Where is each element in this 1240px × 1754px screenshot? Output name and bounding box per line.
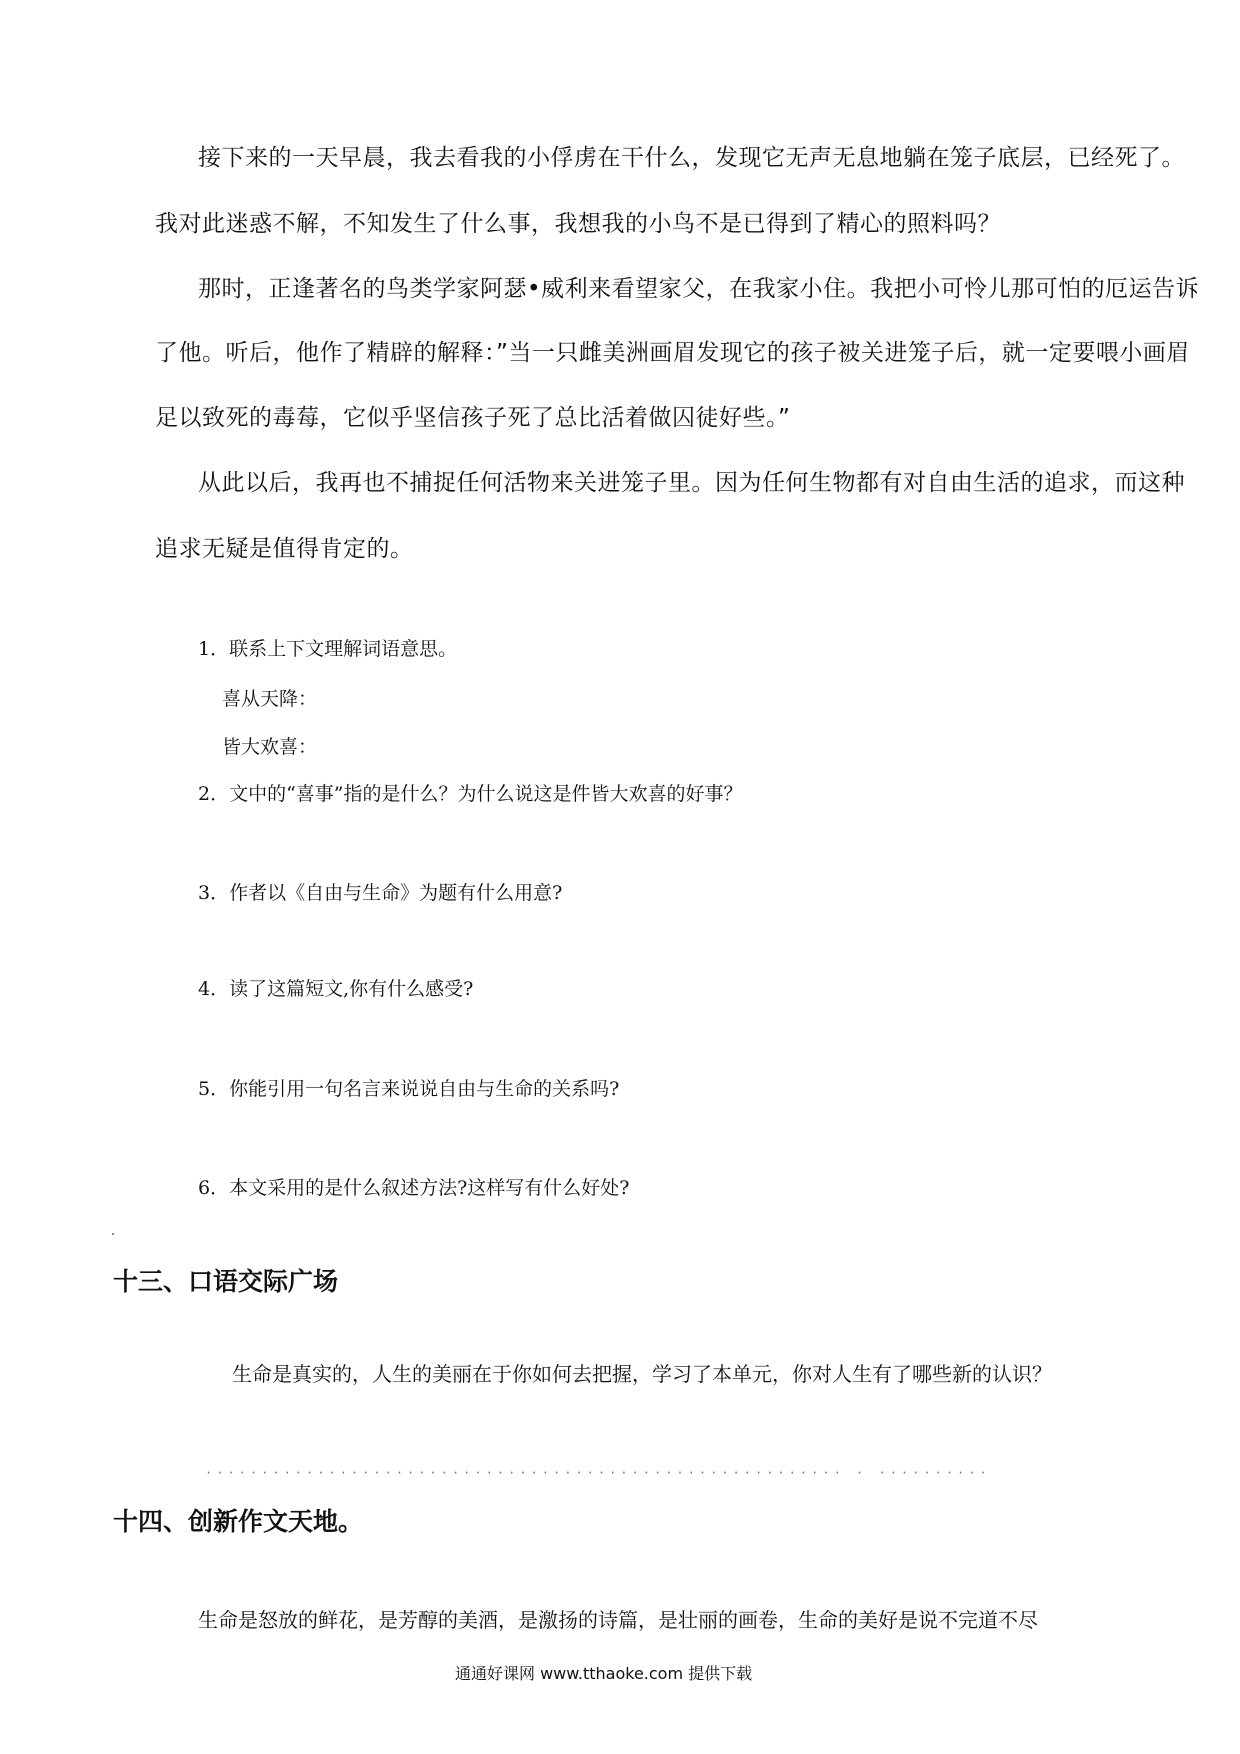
- question-5: 5．你能引用一句名言来说说自由与生命的关系吗?: [198, 1078, 620, 1100]
- footer-text: 通通好课网 www.tthaoke.com 提供下载: [455, 1664, 753, 1683]
- story-line: 那时，正逢著名的鸟类学家阿瑟•威利来看望家父，在我家小住。我把小可怜儿那可怕的厄运告诉: [198, 276, 1200, 302]
- question-4: 4．读了这篇短文,你有什么感受?: [198, 978, 474, 1000]
- dotted-divider: ························································· · ··········: [205, 1466, 991, 1480]
- story-line: 接下来的一天早晨，我去看我的小俘虏在干什么，发现它无声无息地躺在笼子底层，已经死了。: [198, 145, 1185, 171]
- story-line: 足以致死的毒莓，它似乎坚信孩子死了总比活着做囚徒好些。”: [155, 405, 791, 431]
- question-1: 1．联系上下文理解词语意思。: [198, 638, 458, 660]
- section-14-text: 生命是怒放的鲜花，是芳醇的美酒，是激扬的诗篇，是壮丽的画卷，生命的美好是说不完道不尽: [198, 1608, 1038, 1632]
- question-6: 6．本文采用的是什么叙述方法?这样写有什么好处?: [198, 1177, 630, 1199]
- story-line: 从此以后，我再也不捕捉任何活物来关进笼子里。因为任何生物都有对自由生活的追求，而这种: [198, 470, 1185, 496]
- story-line: 我对此迷惑不解，不知发生了什么事，我想我的小鸟不是已得到了精心的照料吗？: [155, 211, 1001, 237]
- section-14-heading: 十四、创新作文天地。: [113, 1507, 364, 1536]
- question-3: 3．作者以《自由与生命》为题有什么用意?: [198, 882, 563, 904]
- section-13-text: 生命是真实的，人生的美丽在于你如何去把握，学习了本单元，你对人生有了哪些新的认识？: [232, 1362, 1052, 1386]
- question-1-term-b: 皆大欢喜：: [222, 736, 318, 758]
- story-line: 追求无疑是值得肯定的。: [155, 536, 414, 562]
- section-13-heading: 十三、口语交际广场: [113, 1267, 339, 1296]
- question-1-term-a: 喜从天降：: [222, 688, 318, 710]
- story-line: 了他。听后，他作了精辟的解释：”当一只雌美洲画眉发现它的孩子被关进笼子后，就一定要喂小画眉: [155, 340, 1190, 366]
- question-2: 2．文中的“喜事”指的是什么？为什么说这是件皆大欢喜的好事？: [198, 783, 743, 805]
- stray-mark: [112, 1233, 114, 1235]
